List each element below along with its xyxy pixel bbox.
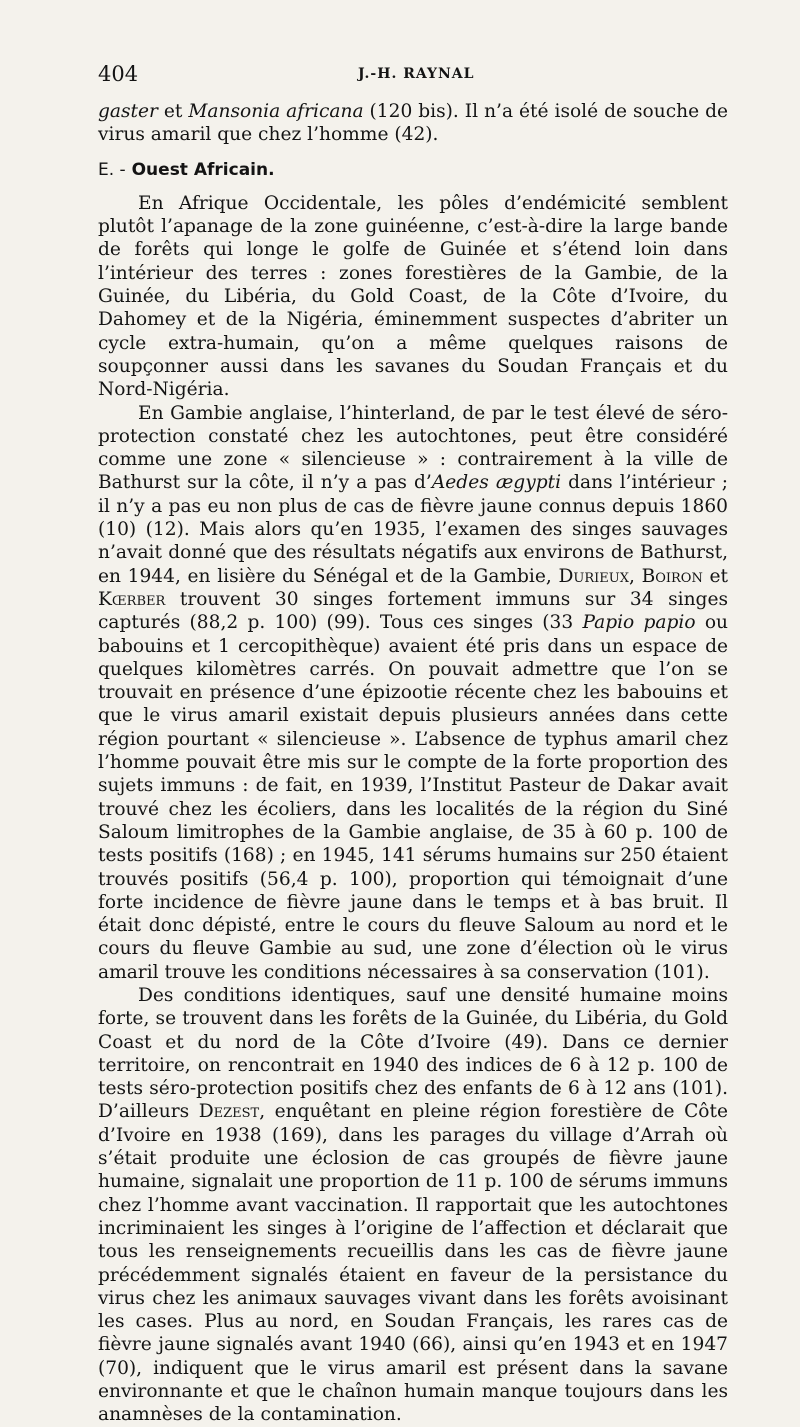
author-name: Dezest [198,1101,260,1123]
italic-term: Aedes ægypti [431,472,562,494]
text-run: (120 bis). Il n’a été isolé de souche de virus amaril que chez l’homme (42). [98,101,729,146]
intro-paragraph [98,100,728,147]
italic-term: gaster [98,101,158,122]
section-heading [98,159,728,182]
body-text [98,100,728,1427]
text-run: et [157,101,189,122]
author-name: Boiron [641,565,703,587]
italic-term: Papio papio [582,612,696,634]
text-run: et [702,565,728,587]
author-name: Durieux [558,565,629,587]
paragraph-2 [98,402,728,984]
text-run: , [628,565,642,587]
text-run: Des conditions identiques, sauf une densité humaine moins forte, se trouvent dans les forêts de la Guinée, du Libéria, du Gold Coast et du nord de la Côte d’Ivoire (49). Dans ce dernier territoire, on rencontrait en 1940 des indices de 6 à 12 p. 100 de tests séro-protection positifs chez des enfants de 6 à 12 ans (101). D’ailleurs [98,984,728,1123]
running-head: J.-H. RAYNAL [358,66,475,82]
section-title: Ouest Africain. [131,159,275,180]
page-number: 404 [98,62,139,86]
text-run: ou babouins et 1 cercopithèque) avaient été pris dans un espace de quelques kilomètres carrés. On pouvait admettre que l’on se trouvait en présence d’une épizootie récente chez les babouins et que le virus amaril existait depuis plusieurs années dans cette région pourtant « silencieuse ». L’absence de typhus amaril chez l’homme pouvait être mis sur le compte de la forte proportion des sujets immuns : de fait, en 1939, l’Institut Pasteur de Dakar avait trouvé chez les écoliers, dans les localités de la région du Siné Saloum limitrophes de la Gambie anglaise, de 35 à 60 p. 100 de tests positifs (168) ; en 1945, 141 sérums humains sur 250 étaient trouvés positifs (56,4 p. 100), proportion qui témoignait d’une forte incidence de fièvre jaune dans le temps et à bas bruit. Il était donc dépisté, entre le cours du fleuve Saloum au nord et le cours du fleuve Gambie au sud, une zone d’élection où le virus amaril trouve les conditions nécessaires à sa conservation (101). [98,612,728,983]
text-run: En Gambie anglaise, l’hinterland, de par le test élevé de séro-protection constaté chez les autochtones, peut être considéré comme une zone « silencieuse » : contrairement à la ville de Bathurst sur la côte, il n’y a pas d’ [98,402,728,494]
italic-term: Mansonia africana [188,101,364,122]
text-run: , enquêtant en pleine région forestière de Côte d’Ivoire en 1938 (169), dans les parages du village d’Arrah où s’était produite une éclosion de cas groupés de fièvre jaune humaine, signalait une proportion de 11 p. 100 de sérums immuns chez l’homme avant vaccination. Il rapportait que les autochtones incriminaient les singes à l’origine de l’affection et déclarait que tous les renseignements recueillis dans les cas de fièvre jaune précédemment signalés étaient en faveur de la persistance du virus chez les animaux sauvages vivant dans les forêts avoisinant les cases. Plus au nord, en Soudan Français, les rares cas de fièvre jaune signalés avant 1940 (66), ainsi qu’en 1943 et en 1947 (70), indiquent que le virus amaril est présent dans la savane environnante et que le chaînon humain manque toujours dans les anamnèses de la contamination. [98,1101,728,1426]
text-run: dans l’intérieur ; il n’y a pas eu non plus de cas de fièvre jaune connus depuis 1860 (10) (12). Mais alors qu’en 1935, l’examen des singes sauvages n’avait donné que des résultats négatifs aux environs de Bathurst, en 1944, en lisière du Sénégal et de la Gambie, [98,472,728,587]
author-name: Kœrber [98,588,166,610]
paragraph-3 [98,984,728,1427]
section-letter: E. - [98,159,126,180]
paragraph-1: En Afrique Occidentale, les pôles d’endémicité semblent plutôt l’apanage de la zone guinéenne, c’est-à-dire la large bande de forêts qui longe le golfe de Guinée et s’étend loin dans l’intérieur des terres : zones forestières de la Gambie, de la Guinée, du Libéria, du Gold Coast, de la Côte d’Ivoire, du Dahomey et de la Nigéria, éminemment suspectes d’abriter un cycle extra-humain, qu’on a même quelques raisons de soupçonner aussi dans les savanes du Soudan Français et du Nord-Nigéria. [98,192,728,401]
page-header [98,62,728,92]
text-run: trouvent 30 singes fortement immuns sur 34 singes capturés (88,2 p. 100) (99). Tous ces singes (33 [98,588,728,634]
